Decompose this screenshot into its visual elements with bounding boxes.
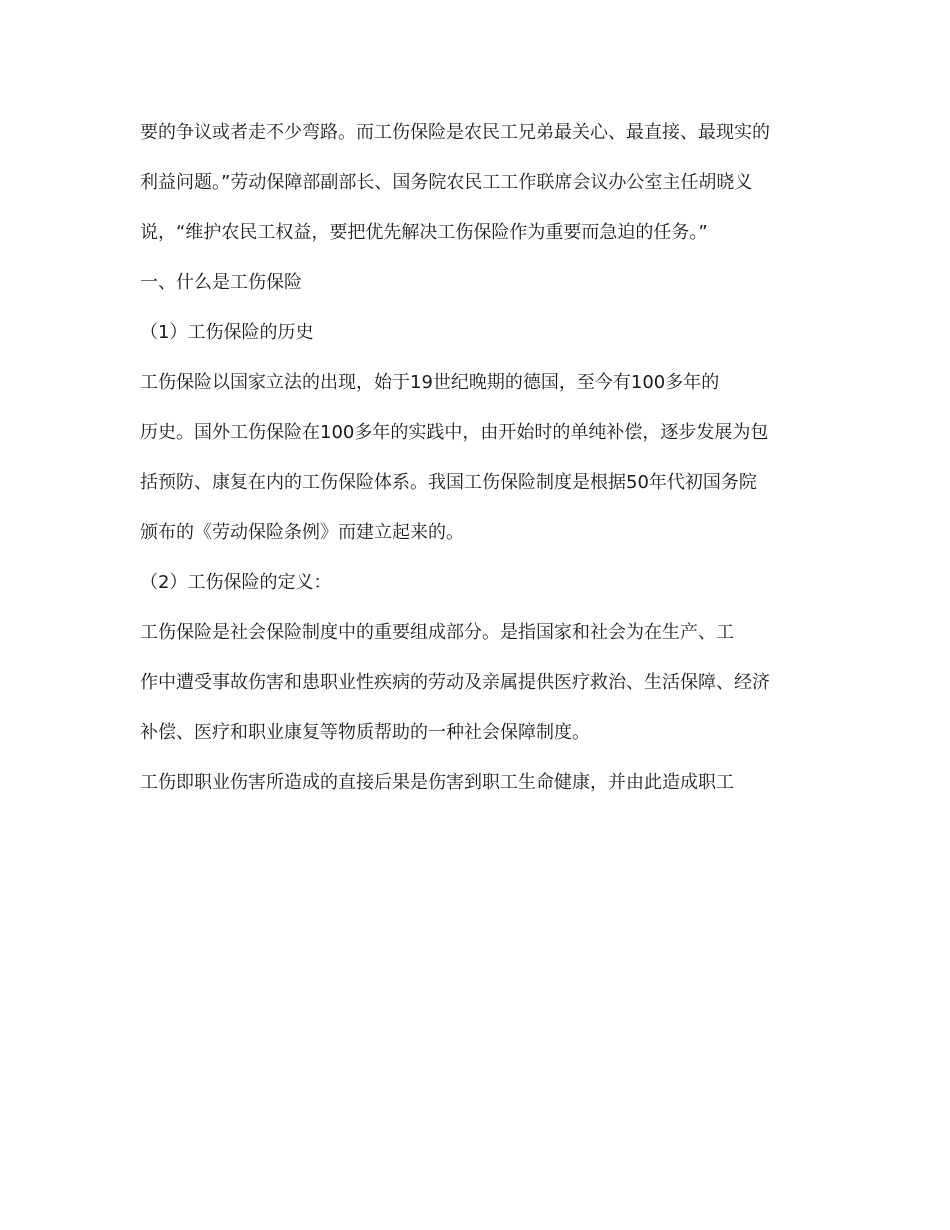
paragraph-line: 工伤保险以国家立法的出现，始于19世纪晚期的德国，至今有100多年的	[140, 372, 720, 393]
paragraph-line: 补偿、医疗和职业康复等物质帮助的一种社会保障制度。	[140, 722, 590, 743]
subsection-heading: （1）工伤保险的历史	[140, 322, 314, 343]
subsection-heading: （2）工伤保险的定义：	[140, 572, 332, 593]
paragraph-line: 说，“维护农民工权益，要把优先解决工伤保险作为重要而急迫的任务。”	[140, 222, 708, 243]
paragraph-line: 历史。国外工伤保险在100多年的实践中，由开始时的单纯补偿，逐步发展为包	[140, 422, 769, 443]
paragraph-line: 要的争议或者走不少弯路。而工伤保险是农民工兄弟最关心、最直接、最现实的	[140, 122, 770, 143]
paragraph-line: 利益问题。”劳动保障部副部长、国务院农民工工作联席会议办公室主任胡晓义	[140, 172, 753, 193]
document-body	[140, 118, 820, 818]
paragraph-line: 工伤保险是社会保险制度中的重要组成部分。是指国家和社会为在生产、工	[140, 622, 734, 643]
paragraph-line: 工伤即职业伤害所造成的直接后果是伤害到职工生命健康，并由此造成职工	[140, 772, 734, 793]
paragraph-line: 括预防、康复在内的工伤保险体系。我国工伤保险制度是根据50年代初国务院	[140, 472, 757, 493]
section-heading: 一、什么是工伤保险	[140, 272, 302, 293]
paragraph-line: 颁布的《劳动保险条例》而建立起来的。	[140, 522, 464, 543]
paragraph-line: 作中遭受事故伤害和患职业性疾病的劳动及亲属提供医疗救治、生活保障、经济	[140, 672, 770, 693]
